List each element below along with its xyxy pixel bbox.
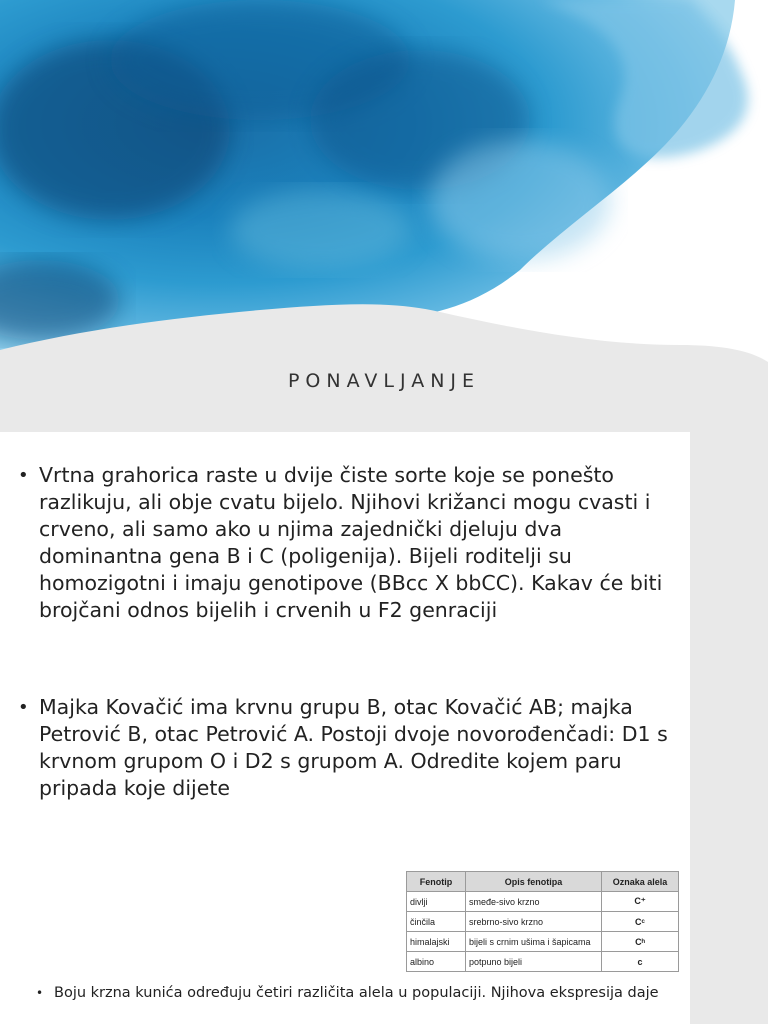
bullet-text: Boju krzna kunića određuju četiri različita alela u populaciji. Njihova ekspresija daje xyxy=(54,985,659,1001)
table-cell: c xyxy=(602,952,679,972)
table-cell: smeđe-sivo krzno xyxy=(466,892,602,912)
bullet-rabbit-fur xyxy=(36,985,676,1002)
bullet-dot: • xyxy=(36,986,44,1000)
table-cell: C⁺ xyxy=(602,892,679,912)
table-row xyxy=(407,952,679,972)
table-cell: himalajski xyxy=(407,932,466,952)
bullet-dot: • xyxy=(18,465,29,486)
table-cell: potpuno bijeli xyxy=(466,952,602,972)
table-row xyxy=(407,892,679,912)
allele-table xyxy=(406,871,679,972)
table-cell: bijeli s crnim ušima i šapicama xyxy=(466,932,602,952)
table-cell: Cʰ xyxy=(602,932,679,952)
bullet-text: Vrtna grahorica raste u dvije čiste sorte koje se ponešto razlikuju, ali obje cvatu bijelo. Njihovi križanci mogu cvasti i crveno, ali samo ako u njima zajednički djeluju dva dominantna gena B i C (poligenija). Bijeli roditelji su homozigotni i imaju genotipove (BBcc X bbCC). Kakav će biti brojčani odnos bijelih i crvenih u F2 genraciji xyxy=(39,463,663,622)
bullet-pea-genetics xyxy=(18,462,668,624)
table-cell: srebrno-sivo krzno xyxy=(466,912,602,932)
table-header: Opis fenotipa xyxy=(466,872,602,892)
bullet-text: Majka Kovačić ima krvnu grupu B, otac Kovačić AB; majka Petrović B, otac Petrović A. Postoji dvoje novorođenčadi: D1 s krvnom grupom O i D2 s grupom A. Odredite kojem paru pripada koje dijete xyxy=(39,695,668,800)
table-header: Oznaka alela xyxy=(602,872,679,892)
bullet-blood-group xyxy=(18,694,668,802)
table-header-row xyxy=(407,872,679,892)
table-cell: albino xyxy=(407,952,466,972)
slide-title: PONAVLJANJE xyxy=(287,370,481,392)
table-row xyxy=(407,932,679,952)
table-cell: divlji xyxy=(407,892,466,912)
table-row xyxy=(407,912,679,932)
table-cell: Cᶜ xyxy=(602,912,679,932)
table-header: Fenotip xyxy=(407,872,466,892)
bullet-dot: • xyxy=(18,697,29,718)
table-cell: činčila xyxy=(407,912,466,932)
